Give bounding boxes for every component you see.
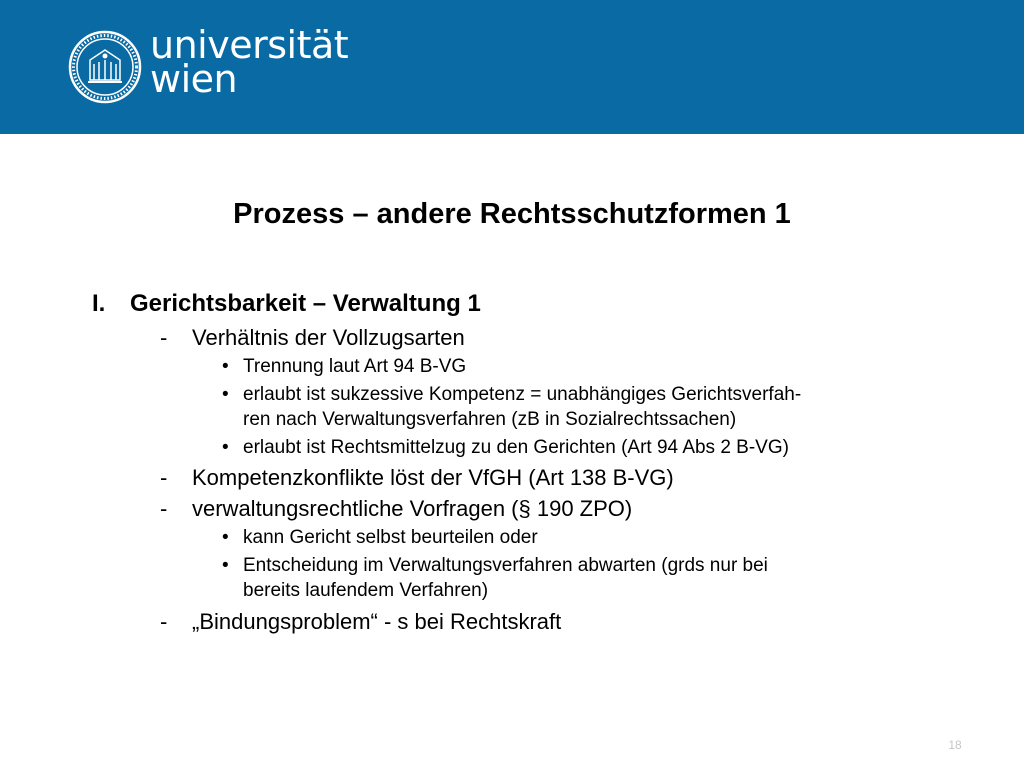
list-item-text: Kompetenzkonflikte löst der VfGH (Art 138 B-VG) <box>192 465 674 490</box>
dash-marker: - <box>160 496 168 521</box>
bullet-marker: • <box>222 384 229 405</box>
brand-line-1: universität <box>150 23 349 67</box>
list-item-text: Trennung laut Art 94 B-VG <box>243 356 467 377</box>
dash-marker: - <box>160 609 168 634</box>
section-marker: I. <box>92 290 106 317</box>
brand-line-2: wien <box>150 57 238 101</box>
bullet-marker: • <box>222 437 229 458</box>
header-bar <box>0 0 1024 134</box>
section-label: Gerichtsbarkeit – Verwaltung 1 <box>130 290 481 317</box>
list-item-text: Entscheidung im Verwaltungsverfahren abwarten (grds nur bei <box>243 555 768 576</box>
list-item-text: erlaubt ist Rechtsmittelzug zu den Gerichten (Art 94 Abs 2 B-VG) <box>243 437 789 458</box>
list-item-text: bereits laufendem Verfahren) <box>243 580 489 601</box>
university-wordmark <box>150 23 349 101</box>
page-number: 18 <box>948 738 962 752</box>
list-item-text: kann Gericht selbst beurteilen oder <box>243 527 538 548</box>
list-item-text: „Bindungsproblem“ - s bei Rechtskraft <box>192 609 562 634</box>
dash-marker: - <box>160 465 168 490</box>
bullet-marker: • <box>222 527 229 548</box>
bullet-marker: • <box>222 356 229 377</box>
list-item-text: Verhältnis der Vollzugsarten <box>192 325 465 350</box>
list-item-text: erlaubt ist sukzessive Kompetenz = unabhängiges Gerichtsverfah- <box>243 384 802 405</box>
dash-marker: - <box>160 325 168 350</box>
list-item-text: verwaltungsrechtliche Vorfragen (§ 190 ZPO) <box>192 496 633 521</box>
slide-title: Prozess – andere Rechtsschutzformen 1 <box>233 198 791 230</box>
university-seal-icon <box>68 30 142 104</box>
list-item-text: ren nach Verwaltungsverfahren (zB in Sozialrechtssachen) <box>243 409 737 430</box>
bullet-marker: • <box>222 555 229 576</box>
